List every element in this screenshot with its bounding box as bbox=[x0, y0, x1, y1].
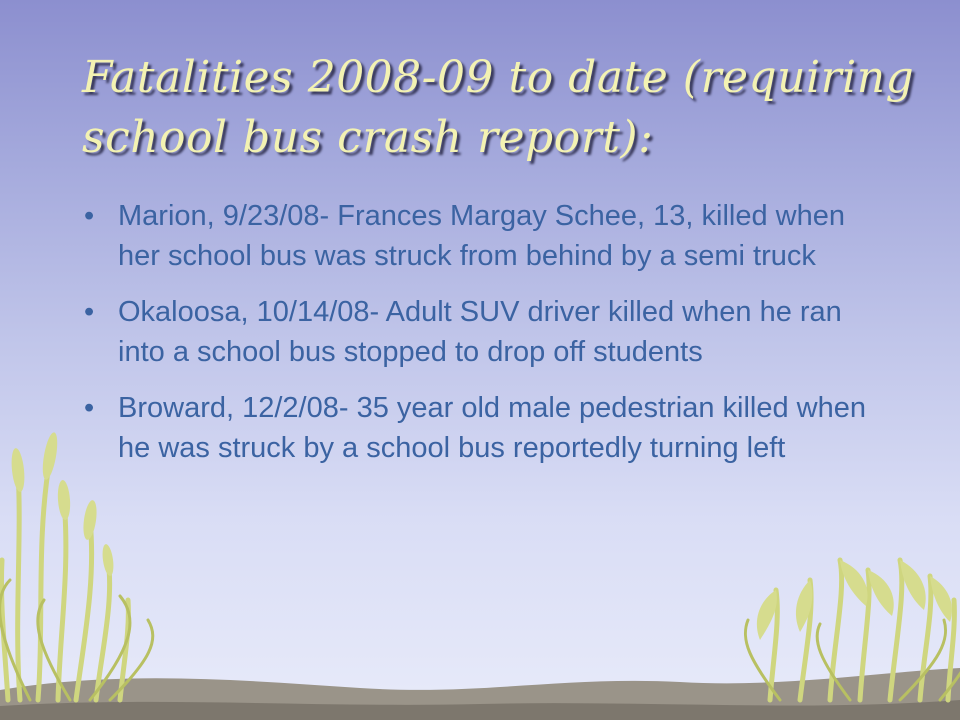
bullet-list bbox=[78, 196, 878, 484]
bullet-text: Broward, 12/2/08- 35 year old male pedestrian killed when he was struck by a school bus reportedly turning left bbox=[118, 392, 866, 464]
bullet-item bbox=[78, 388, 878, 468]
bullet-marker: • bbox=[84, 296, 95, 328]
bullet-text: Okaloosa, 10/14/08- Adult SUV driver killed when he ran into a school bus stopped to drop off students bbox=[118, 296, 842, 368]
bullet-marker: • bbox=[84, 392, 95, 424]
right-seed-heads bbox=[757, 560, 952, 640]
bullet-marker: • bbox=[84, 200, 95, 232]
bullet-item bbox=[78, 196, 878, 276]
bullet-item bbox=[78, 292, 878, 372]
slide-title: Fatalities 2008-09 to date (requiring school bus crash report): bbox=[82, 52, 915, 163]
bullet-text: Marion, 9/23/08- Frances Margay Schee, 13, killed when her school bus was struck from behind by a semi truck bbox=[118, 200, 845, 272]
